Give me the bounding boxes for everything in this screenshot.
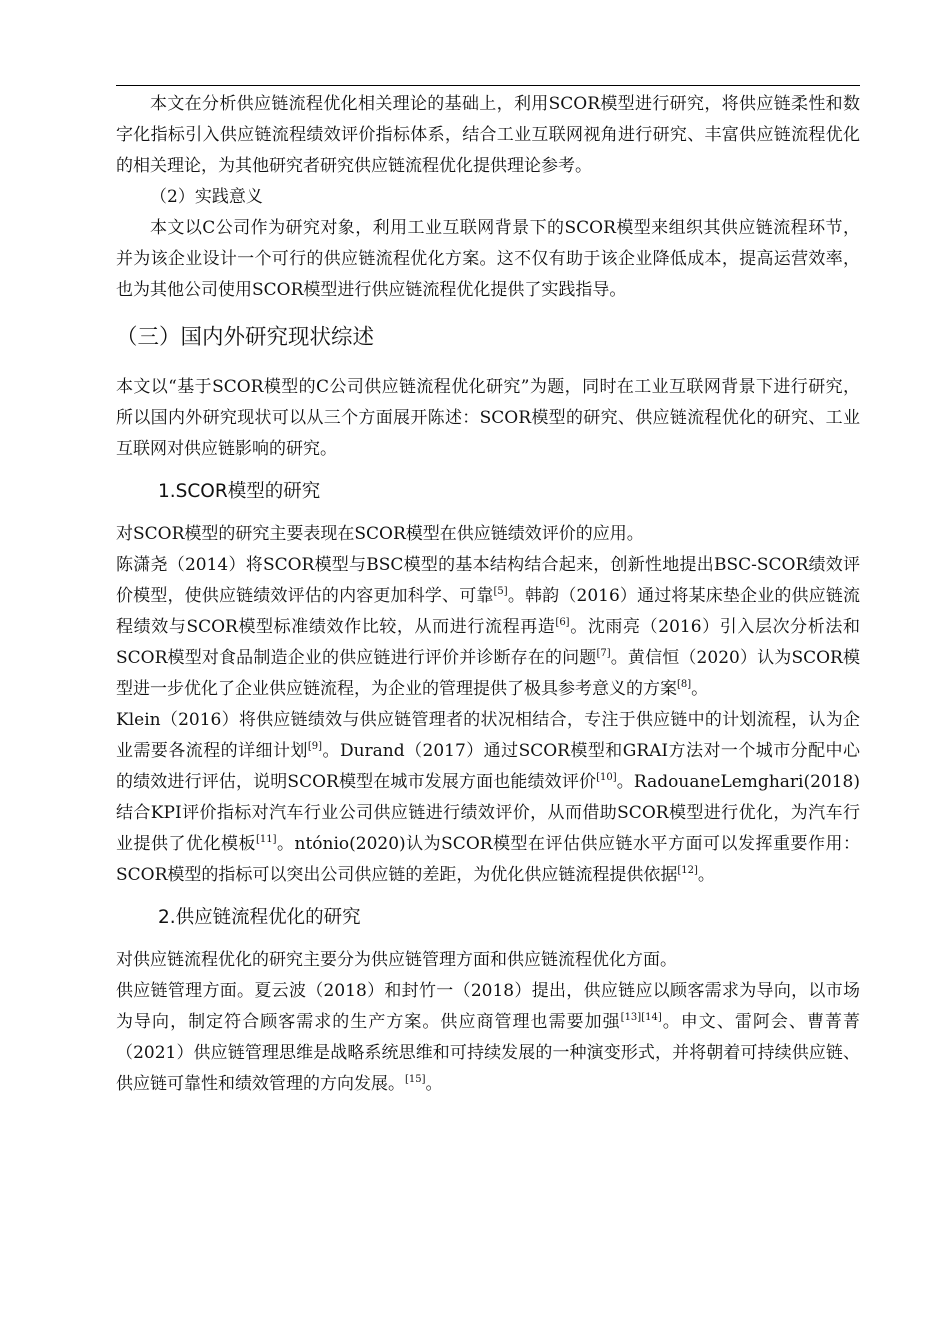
citation-ref: [10] — [596, 772, 617, 783]
scor-summary-paragraph: 对SCOR模型的研究主要表现在SCOR模型在供应链绩效评价的应用。 — [116, 524, 644, 544]
citation-ref: [5] — [493, 586, 508, 597]
citation-ref: [9] — [307, 741, 323, 752]
process-management-paragraph — [116, 976, 860, 1100]
citation-ref: [11] — [255, 834, 277, 845]
practice-paragraph: 本文以C公司作为研究对象，利用工业互联网背景下的SCOR模型来组织其供应链流程环节，并为该企业设计一个可行的供应链流程优化方案。这不仅有助于该企业降低成本，提高运营效率，也为其他公司使用SCOR模型进行供应链流程优化提供了实践指导。 — [116, 218, 860, 300]
theory-paragraph: 本文在分析供应链流程优化相关理论的基础上，利用SCOR模型进行研究，将供应链柔性和数字化指标引入供应链流程绩效评价指标体系，结合工业互联网视角进行研究、丰富供应链流程优化的相关理论，为其他研究者研究供应链流程优化提供理论参考。 — [116, 94, 860, 176]
text-run: 。ntónio(2020)认为SCOR模型在评估供应链水平方面可以发挥重要作用：SCOR模型的指标可以突出公司供应链的差距，为优化供应链流程提供依据 — [116, 834, 860, 885]
citation-ref: [12] — [677, 865, 698, 876]
citation-ref: [13][14] — [620, 1012, 662, 1023]
text-run: 。申文、雷阿会、曹菁菁（2021）供应链管理思维是战略系统思维和可持续发展的一种演变形式，并将朝着可持续供应链、供应链可靠性和绩效管理的方向发展。 — [116, 1012, 860, 1094]
text-run: 。黄信恒（2020）认为SCOR模型进一步优化了企业供应链流程，为企业的管理提供了极具参考意义的方案 — [116, 648, 860, 699]
text-run: 。 — [697, 865, 715, 885]
citation-ref: [15] — [405, 1074, 426, 1085]
scor-domestic-paragraph — [116, 550, 860, 705]
citation-ref: [7] — [596, 648, 611, 659]
scor-foreign-paragraph — [116, 705, 860, 891]
section-intro-paragraph: 本文以“基于SCOR模型的C公司供应链流程优化研究”为题，同时在工业互联网背景下进行研究，所以国内外研究现状可以从三个方面展开陈述：SCOR模型的研究、供应链流程优化的研究、工业互联网对供应链影响的研究。 — [116, 377, 860, 459]
text-run: 。 — [691, 679, 709, 699]
text-run: 。 — [425, 1074, 443, 1094]
text-run: Klein（2016）将供应链绩效与供应链管理者的状况相结合，专注于供应链中的计划流程，认为企业需要各流程的详细计划 — [116, 710, 860, 761]
subsection-title-scor: 1.SCOR模型的研究 — [158, 481, 321, 502]
process-summary-paragraph: 对供应链流程优化的研究主要分为供应链管理方面和供应链流程优化方面。 — [116, 950, 677, 970]
citation-ref: [8] — [677, 679, 692, 690]
text-run: 供应链管理方面。夏云波（2018）和封竹一（2018）提出，供应链应以顾客需求为导向，以市场为导向，制定符合顾客需求的生产方案。供应商管理也需要加强 — [116, 981, 860, 1032]
section-title: （三）国内外研究现状综述 — [116, 325, 375, 350]
subsection-title-process: 2.供应链流程优化的研究 — [158, 907, 361, 928]
text-run: 。韩韵（2016）通过将某床垫企业的供应链流程绩效与SCOR模型标准绩效作比较，从而进行流程再造 — [116, 586, 861, 637]
citation-ref: [6] — [555, 617, 570, 628]
text-run: 。沈雨亮（2016）引入层次分析法和SCOR模型对食品制造企业的供应链进行评价并诊断存在的问题 — [116, 617, 861, 668]
header-rule — [116, 85, 860, 86]
text-run: 。RadouaneLemghari(2018)结合KPI评价指标对汽车行业公司供应链进行绩效评价，从而借助SCOR模型进行优化，为汽车行业提供了优化模板 — [116, 772, 860, 854]
practice-heading: （2）实践意义 — [150, 187, 263, 207]
text-run: 。Durand（2017）通过SCOR模型和GRAI方法对一个城市分配中心的绩效进行评估，说明SCOR模型在城市发展方面也能绩效评价 — [116, 741, 861, 792]
text-run: 陈潇尧（2014）将SCOR模型与BSC模型的基本结构结合起来，创新性地提出BSC-SCOR绩效评价模型，使供应链绩效评估的内容更加科学、可靠 — [116, 555, 860, 606]
page-content — [116, 89, 860, 1100]
